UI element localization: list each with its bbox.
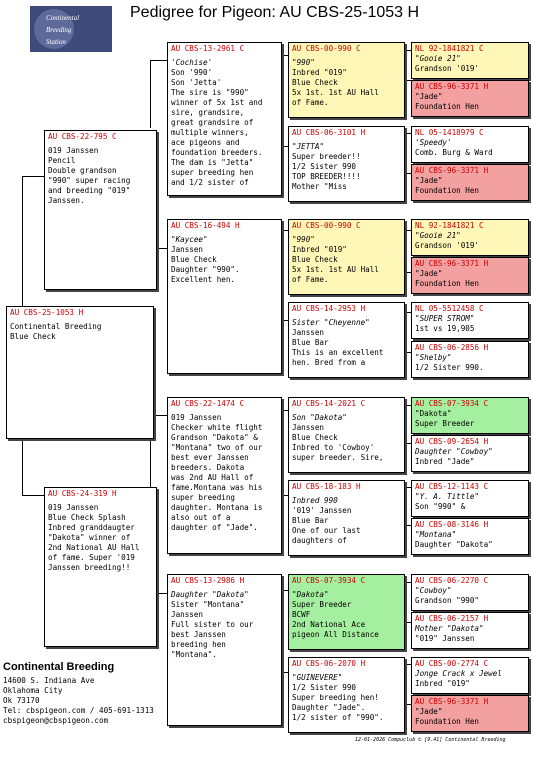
card-line: "Montana" xyxy=(415,530,457,539)
card-line: 'Speedy' xyxy=(415,138,452,147)
card-line: 1/2 sister of "990". xyxy=(292,713,384,722)
card-line: "Dakota" xyxy=(292,590,329,599)
ancestor-card[interactable] xyxy=(411,302,529,339)
ring-number: AU CBS-22-1474 C xyxy=(171,399,245,408)
connector xyxy=(150,60,151,128)
card-line: Daughter "Jade". xyxy=(292,703,366,712)
breeder-name: Continental Breeding xyxy=(3,661,115,673)
ring-number: AU CBS-00-2774 C xyxy=(415,659,489,668)
card-line: Daughter "990". xyxy=(171,265,240,274)
card-line: sire, grandsire, xyxy=(171,108,245,117)
logo-line1: Continental xyxy=(46,14,80,22)
card-line: The dam is "Jetta" xyxy=(171,158,254,167)
granddam-card[interactable] xyxy=(167,574,282,726)
card-line: Foundation Hen xyxy=(415,186,480,195)
ring-number: AU CBS-14-2021 C xyxy=(292,399,366,408)
card-line: "Kaycee" xyxy=(171,235,208,244)
ring-number: AU CBS-06-3101 H xyxy=(292,128,366,137)
ring-number: AU CBS-22-795 C xyxy=(48,132,117,141)
card-line: ace pigeons and xyxy=(171,138,240,147)
card-line: great grandsire of xyxy=(171,118,254,127)
breeder-city: Oklahoma City xyxy=(3,686,63,695)
card-line: "Jade" xyxy=(415,176,443,185)
ring-number: AU CBS-16-494 H xyxy=(171,221,240,230)
card-line: Son "Dakota" xyxy=(292,413,347,422)
card-line: The sire is "990" xyxy=(171,88,249,97)
card-line: Excellent hen. xyxy=(171,275,236,284)
breeder-phone: Tel: cbspigeon.com / 405-691-1313 xyxy=(3,706,154,715)
ancestor-card[interactable] xyxy=(411,257,529,294)
card-line: multiple winners, xyxy=(171,128,249,137)
grandsire-card[interactable] xyxy=(167,42,282,196)
logo-line2: Breeding xyxy=(46,26,72,34)
card-line: Janssen breeding!! xyxy=(48,563,131,572)
card-line: Inbred 990 xyxy=(292,496,338,505)
card-line: 5x 1st. 1st AU Hall xyxy=(292,265,379,274)
card-line: Blue Check xyxy=(292,433,338,442)
card-line: Daughter "Dakota" xyxy=(415,540,493,549)
breeder-address: 14600 S. Indiana Ave xyxy=(3,676,95,685)
card-line: "Gooie 21" xyxy=(415,54,461,63)
card-line: Inbred "019" xyxy=(415,679,470,688)
card-line: "GUINEVERE" xyxy=(292,673,343,682)
card-line: 'Cochise' xyxy=(171,58,213,67)
card-line: pigeon All Distance xyxy=(292,630,379,639)
card-line: Grandson '019' xyxy=(415,64,480,73)
card-line: Blue Check xyxy=(292,78,338,87)
ring-number: AU CBS-96-3371 H xyxy=(415,697,489,706)
card-line: "Dakota" winner of xyxy=(48,533,131,542)
card-line: Inbred "Jade" xyxy=(415,457,475,466)
breeder-info xyxy=(3,662,154,726)
card-line: This is an excellent xyxy=(292,348,384,357)
ring-number: NL 92-1841821 C xyxy=(415,44,484,53)
card-line: fame.Montana was his xyxy=(171,483,263,492)
connector xyxy=(22,495,44,496)
card-line: breeders. Dakota xyxy=(171,463,245,472)
connector xyxy=(22,176,44,177)
card-line: "SUPER STROM" xyxy=(415,314,475,323)
ancestor-card[interactable] xyxy=(411,612,529,649)
great-grandparent-card[interactable] xyxy=(288,574,405,650)
card-line: super breeding hen xyxy=(171,168,254,177)
card-line: Super Breeder xyxy=(415,419,475,428)
ring-number: AU CBS-14-2953 H xyxy=(292,304,366,313)
card-line: of Fame. xyxy=(292,275,329,284)
card-line: Janssen xyxy=(171,610,204,619)
card-line: 1/2 Sister 990. xyxy=(415,363,484,372)
ancestor-card[interactable] xyxy=(411,42,529,79)
card-line: 2nd National Ace xyxy=(292,620,366,629)
card-line: 5x 1st. 1st AU Hall xyxy=(292,88,379,97)
ring-number: AU CBS-24-319 H xyxy=(48,489,117,498)
card-line: "Gooie 21" xyxy=(415,231,461,240)
ancestor-card[interactable] xyxy=(411,397,529,434)
ring-number: AU CBS-96-3371 H xyxy=(415,166,489,175)
great-grandparent-card[interactable] xyxy=(288,657,405,733)
page-title: Pedigree for Pigeon: AU CBS-25-1053 H xyxy=(130,4,420,21)
great-grandparent-card[interactable] xyxy=(288,219,405,295)
card-line: Double grandson xyxy=(48,166,117,175)
ancestor-card[interactable] xyxy=(411,80,529,117)
ring-number: AU CBS-08-3146 H xyxy=(415,520,489,529)
card-line: Comb. Burg & Ward xyxy=(415,148,493,157)
great-grandparent-card[interactable] xyxy=(288,42,405,118)
card-line: Sister "Cheyenne" xyxy=(292,318,370,327)
card-line: Checker white flight xyxy=(171,423,263,432)
card-line: winner of 5x 1st and xyxy=(171,98,263,107)
card-line: Pencil xyxy=(48,156,76,165)
card-line: One of our last xyxy=(292,526,361,535)
ancestor-card[interactable] xyxy=(411,574,529,611)
card-line: Daughter "Dakota" xyxy=(171,590,249,599)
sire-card[interactable] xyxy=(44,130,157,290)
card-line: Inbred granddaugter xyxy=(48,523,135,532)
card-line: daughter of "Jade". xyxy=(171,523,258,532)
ancestor-card[interactable] xyxy=(411,164,529,201)
card-line: 019 Janssen xyxy=(48,146,99,155)
ring-number: AU CBS-13-2986 H xyxy=(171,576,245,585)
ring-number: AU CBS-06-2070 H xyxy=(292,659,366,668)
card-line: breeding hen xyxy=(171,640,226,649)
card-line: daughter. Montana is xyxy=(171,503,263,512)
ancestor-card[interactable] xyxy=(411,480,529,517)
card-line: Grandson "Dakota" & xyxy=(171,433,258,442)
ancestor-card[interactable] xyxy=(411,126,529,163)
ring-number: NL 92-1841821 C xyxy=(415,221,484,230)
card-line: Foundation Hen xyxy=(415,102,480,111)
ancestor-card[interactable] xyxy=(411,435,529,472)
card-line: 2nd National AU Hall xyxy=(48,543,140,552)
ancestor-card[interactable] xyxy=(411,341,529,378)
card-line: Son 'Jetta' xyxy=(171,78,222,87)
card-line: Mother "Dakota" xyxy=(415,624,484,633)
card-line: hen. Bred from a xyxy=(292,358,366,367)
ring-number: AU CBS-06-2270 C xyxy=(415,576,489,585)
card-line: Sister "Montana" xyxy=(171,600,245,609)
card-line: Super breeder!! xyxy=(292,152,361,161)
logo xyxy=(30,6,112,52)
card-line: "019" Janssen xyxy=(415,634,475,643)
logo-line3: Station xyxy=(46,38,66,46)
card-line: '019' Janssen xyxy=(292,506,352,515)
ring-number: AU CBS-18-183 H xyxy=(292,482,361,491)
card-line: Blue Check xyxy=(292,255,338,264)
card-line: "990" xyxy=(292,58,315,67)
ring-number: AU CBS-07-3934 C xyxy=(415,399,489,408)
card-line: 1/2 Sister 990 xyxy=(292,162,357,171)
card-line: Foundation Hen xyxy=(415,279,480,288)
ancestor-card[interactable] xyxy=(411,657,529,694)
dam-card[interactable] xyxy=(44,487,157,647)
card-line: foundation breeders. xyxy=(171,148,263,157)
card-line: of Fame. xyxy=(292,98,329,107)
card-line: "Jade" xyxy=(415,707,443,716)
ring-number: AU CBS-06-2856 H xyxy=(415,343,489,352)
card-line: daughters of xyxy=(292,536,347,545)
card-line: best ever Janssen xyxy=(171,453,249,462)
breeder-email[interactable]: cbspigeon@cbspigeon.com xyxy=(3,716,109,725)
footer-text: 12-01-2026 Compuclub © [9.41] Continental Breeding xyxy=(355,737,506,743)
ring-number: AU CBS-96-3371 H xyxy=(415,82,489,91)
card-line: "JETTA" xyxy=(292,142,325,151)
card-line: Blue Bar xyxy=(292,516,329,525)
card-line: 1/2 Sister 990 xyxy=(292,683,357,692)
card-line: "Dakota" xyxy=(415,409,452,418)
connector xyxy=(22,176,23,308)
card-line: Inbred to 'Cowboy' xyxy=(292,443,375,452)
ring-number: AU CBS-09-2654 H xyxy=(415,437,489,446)
card-line: BCWF xyxy=(292,610,311,619)
ring-number: AU CBS-25-1053 H xyxy=(10,308,84,317)
card-line: Daughter "Cowboy" xyxy=(415,447,493,456)
card-line: Blue Check Splash xyxy=(48,513,126,522)
card-line: Super breeding hen! xyxy=(292,693,379,702)
card-line: "Montana" two of our xyxy=(171,443,263,452)
ring-number: AU CBS-00-990 C xyxy=(292,44,361,53)
ring-number: AU CBS-00-990 C xyxy=(292,221,361,230)
card-line: Son "990" & xyxy=(415,502,466,511)
great-grandparent-card[interactable] xyxy=(288,302,405,378)
card-line: super breeder. Sire, xyxy=(292,453,384,462)
card-line: Continental Breeding xyxy=(10,322,102,331)
card-line: of fame. Super '019 xyxy=(48,553,135,562)
card-line: Son '990' xyxy=(171,68,213,77)
ring-number: AU CBS-07-3934 C xyxy=(292,576,366,585)
card-line: "Cowboy" xyxy=(415,586,452,595)
great-grandparent-card[interactable] xyxy=(288,480,405,556)
ring-number: AU CBS-13-2961 C xyxy=(171,44,245,53)
ancestor-card[interactable] xyxy=(411,219,529,256)
card-line: Blue Check xyxy=(10,332,56,341)
card-line: Full sister to our xyxy=(171,620,254,629)
card-line: super breeding xyxy=(171,493,236,502)
breeder-state-zip: Ok 73170 xyxy=(3,696,40,705)
card-line: Janssen xyxy=(292,328,325,337)
card-line: Mother "Miss xyxy=(292,182,347,191)
granddam-card[interactable] xyxy=(167,219,282,374)
ring-number: NL 05-1418979 C xyxy=(415,128,484,137)
card-line: Janssen. xyxy=(48,196,85,205)
card-line: "990" xyxy=(292,235,315,244)
card-line: Janssen xyxy=(292,423,325,432)
card-line: Grandson "990" xyxy=(415,596,480,605)
card-line: 019 Janssen xyxy=(48,503,99,512)
card-line: and breeding "019" xyxy=(48,186,131,195)
card-line: "Shelby" xyxy=(415,353,452,362)
card-line: Inbred "019" xyxy=(292,68,347,77)
card-line: 019 Janssen xyxy=(171,413,222,422)
card-line: "990" super racing xyxy=(48,176,131,185)
ancestor-card[interactable] xyxy=(411,518,529,555)
card-line: Grandson '019' xyxy=(415,241,480,250)
great-grandparent-card[interactable] xyxy=(288,126,405,202)
card-line: was 2nd AU Hall of xyxy=(171,473,254,482)
great-grandparent-card[interactable] xyxy=(288,397,405,473)
card-line: Jonge Crack x Jewel xyxy=(415,669,502,678)
card-line: Inbred "019" xyxy=(292,245,347,254)
card-line: also out of a xyxy=(171,513,231,522)
card-line: "Y. A. Tittle" xyxy=(415,492,480,501)
card-line: and 1/2 sister of xyxy=(171,178,249,187)
ring-number: NL 05-5512458 C xyxy=(415,304,484,313)
card-line: "Jade" xyxy=(415,269,443,278)
card-line: Blue Check xyxy=(171,255,217,264)
ancestor-card[interactable] xyxy=(411,695,529,732)
card-line: Foundation Hen xyxy=(415,717,480,726)
ring-number: AU CBS-96-3371 H xyxy=(415,259,489,268)
ring-number: AU CBS-12-1143 C xyxy=(415,482,489,491)
ring-number: AU CBS-06-2157 H xyxy=(415,614,489,623)
connector xyxy=(150,60,167,61)
card-line: Blue Bar xyxy=(292,338,329,347)
card-line: TOP BREEDER!!!! xyxy=(292,172,361,181)
grandsire-card[interactable] xyxy=(167,397,282,554)
card-line: Super Breeder xyxy=(292,600,352,609)
card-line: "Jade" xyxy=(415,92,443,101)
card-line: best Janssen xyxy=(171,630,226,639)
card-line: 1st vs 19,905 xyxy=(415,324,475,333)
card-line: Janssen xyxy=(171,245,204,254)
subject-pigeon-card[interactable] xyxy=(6,306,154,439)
card-line: "Montana". xyxy=(171,650,217,659)
